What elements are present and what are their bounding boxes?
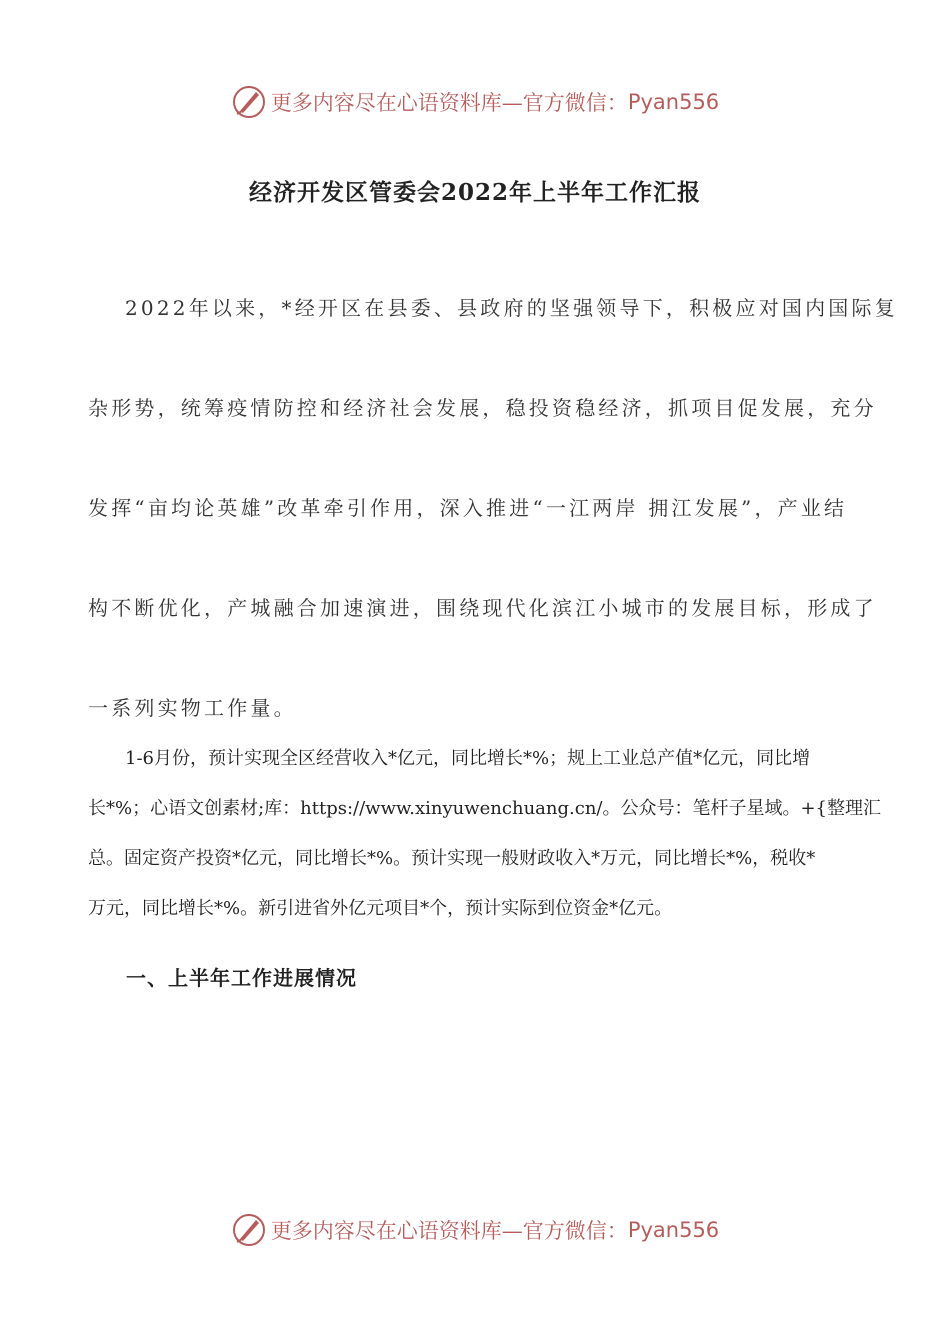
quill-pen-logo-icon [231, 1212, 267, 1248]
paragraph-line: 万元，同比增长*%。新引进省外亿元项目*个，预计实际到位资金*亿元。 [88, 898, 673, 919]
quill-pen-logo-icon [231, 84, 267, 120]
section-heading: 一、上半年工作进展情况 [126, 966, 357, 990]
banner-wechat-id: Pyan556 [627, 1218, 720, 1242]
header-banner [0, 82, 950, 122]
footer-banner [0, 1210, 950, 1250]
banner-text: 更多内容尽在心语资料库—官方微信： [270, 1219, 628, 1243]
banner-text: 更多内容尽在心语资料库—官方微信： [270, 91, 628, 115]
paragraph-line: 发挥“亩均论英雄”改革牵引作用，深入推进“一江两岸 拥江发展”，产业结 [88, 496, 848, 520]
paragraph-line: 1-6月份，预计实现全区经营收入*亿元，同比增长*%；规上工业总产值*亿元，同比增 [125, 748, 811, 769]
paragraph-line: 长*%；心语文创素材;库：https://www.xinyuwenchuang.cn/。公众号：笔杆子星域。+{整理汇 [88, 798, 882, 819]
document-title: 经济开发区管委会2022年上半年工作汇报 [248, 179, 701, 206]
banner-wechat-id: Pyan556 [627, 90, 720, 114]
paragraph-stats [88, 734, 882, 934]
paragraph-intro [88, 258, 898, 758]
paragraph-line: 一系列实物工作量。 [88, 696, 297, 720]
paragraph-line: 构不断优化，产城融合加速演进，围绕现代化滨江小城市的发展目标，形成了 [88, 596, 877, 620]
paragraph-line: 杂形势，统筹疫情防控和经济社会发展，稳投资稳经济，抓项目促发展，充分 [88, 396, 877, 420]
paragraph-line: 总。固定资产投资*亿元，同比增长*%。预计实现一般财政收入*万元，同比增长*%，税收* [88, 848, 816, 869]
paragraph-line: 2022年以来，*经开区在县委、县政府的坚强领导下，积极应对国内国际复 [125, 296, 898, 320]
